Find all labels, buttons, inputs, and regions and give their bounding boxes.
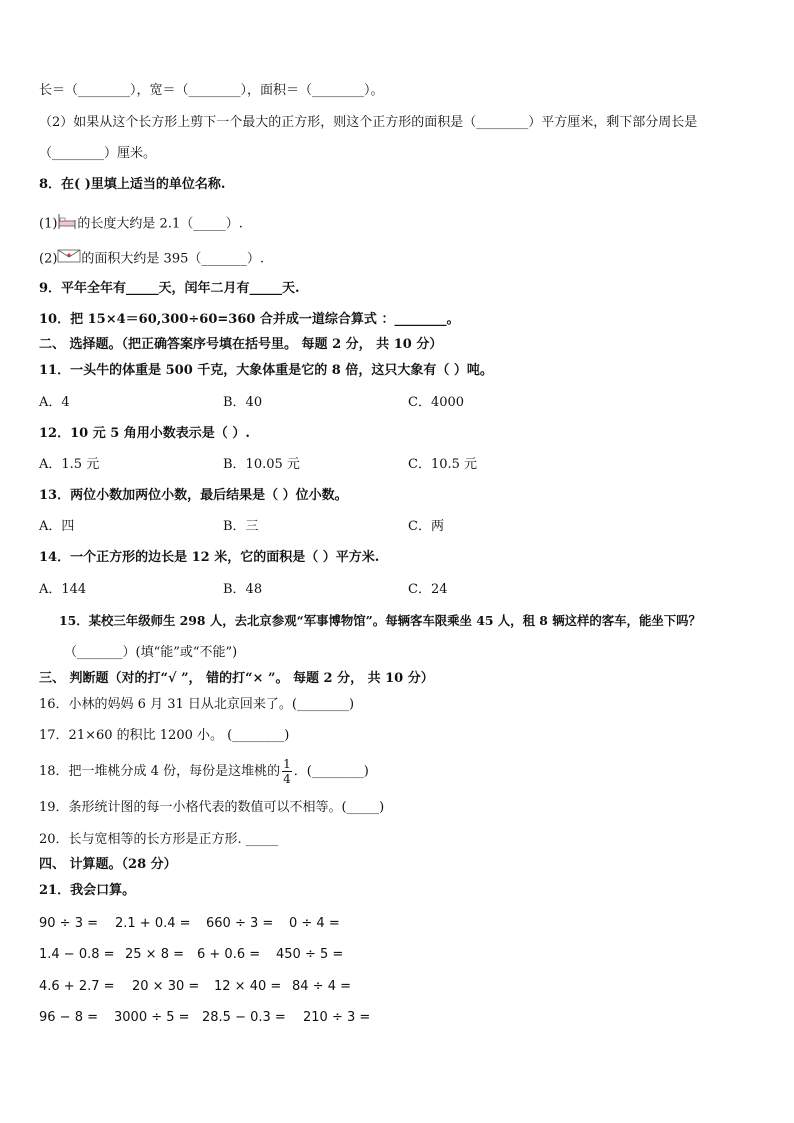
q8-sub1-prefix: (1) [39,216,58,232]
q15-line1: 15．某校三年级师生 298 人，去北京参观“军事博物馆”。每辆客车限乘坐 45 人，租 8 辆这样的客车，能坐下吗？ [59,613,701,628]
q21: 21．我会口算。 [39,883,136,898]
q12: 12．10 元 5 角用小数表示是（ ）. [39,426,250,441]
section-3-heading: 三、 判断题（对的打“√ ”， 错的打“× ”。 每题 2 分， 共 10 分） [39,671,434,686]
calc-r2-c3: 6 + 0.6 = [197,947,261,962]
q19: 19．条形统计图的每一小格代表的数值可以不相等。(_____) [39,800,385,815]
q18-fraction [282,757,292,786]
q18-text: 18．把一堆桃分成 4 份，每份是这堆桃的 [39,764,281,779]
calc-r2-c2: 25 × 8 = [125,947,184,962]
calc-r4-c1: 96 − 8 = [39,1010,98,1025]
q14-option-b: B．48 [223,582,263,597]
q11: 11．一头牛的体重是 500 千克，大象体重是它的 8 倍，这只大象有（ ）吨。 [39,363,493,378]
calc-r2-c4: 450 ÷ 5 = [276,947,344,962]
q13-option-c: C．两 [408,519,444,534]
q13-option-a: A．四 [39,519,75,534]
q18 [39,757,369,787]
q14: 14．一个正方形的边长是 12 米，它的面积是（ ）平方米. [39,550,380,565]
q20: 20．长与宽相等的长方形是正方形. _____ [39,832,279,847]
calc-r1-c1: 90 ÷ 3 = [39,916,98,931]
q9: 9．平年全年有_____天，闰年二月有_____天. [39,281,300,296]
q8-sub2 [39,248,264,270]
q8-sub1 [39,212,243,236]
calc-r3-c2: 20 × 30 = [132,979,200,994]
q13: 13．两位小数加两位小数，最后结果是（ ）位小数。 [39,488,348,503]
q10: 10．把 15×4＝60,300÷60=360 合并成一道综合算式 ：________。 [39,312,460,327]
q7-line3: （________）厘米。 [39,146,157,161]
q11-option-b: B．40 [223,395,263,410]
q14-option-a: A．144 [39,582,87,597]
q8-title: 8．在( )里填上适当的单位名称. [39,177,226,192]
envelope-icon [57,248,81,270]
q11-option-c: C．4000 [408,395,465,410]
calc-r4-c3: 28.5 − 0.3 = [202,1010,286,1025]
calc-r2-c1: 1.4 − 0.8 = [39,947,115,962]
calc-r4-c2: 3000 ÷ 5 = [114,1010,190,1025]
section-4-heading: 四、 计算题。（28 分） [39,857,177,872]
calc-r3-c4: 84 ÷ 4 = [292,979,351,994]
fraction-numerator: 1 [283,757,291,771]
q8-sub2-prefix: (2) [39,251,58,267]
q8-sub2-text: 的面积大约是 395（_______）. [81,251,264,267]
q14-option-c: C．24 [408,582,448,597]
q12-option-b: B．10.05 元 [223,457,300,472]
q15-line2: （_______）(填“能”或“不能”) [64,645,238,660]
calc-r3-c1: 4.6 + 2.7 = [39,979,115,994]
calc-r4-c4: 210 ÷ 3 = [303,1010,371,1025]
calc-r1-c4: 0 ÷ 4 = [289,916,340,931]
calc-r1-c3: 660 ÷ 3 = [206,916,274,931]
bed-icon [57,212,77,236]
q12-option-a: A．1.5 元 [39,457,100,472]
calc-r3-c3: 12 × 40 = [214,979,282,994]
q7-line1: 长＝（________），宽＝（________），面积＝（________）。 [39,83,384,98]
q18-tail: ．(________) [293,764,369,779]
fraction-denominator: 4 [283,772,291,786]
q16: 16．小林的妈妈 6 月 31 日从北京回来了。(________) [39,697,355,712]
calc-r1-c2: 2.1 + 0.4 = [115,916,191,931]
q17: 17．21×60 的积比 1200 小。 (________) [39,728,290,743]
q13-option-b: B．三 [223,519,259,534]
q12-option-c: C．10.5 元 [408,457,478,472]
q8-sub1-text: 的长度大约是 2.1（_____）. [77,216,243,232]
section-2-heading: 二、 选择题。（把正确答案序号填在括号里。 每题 2 分， 共 10 分） [39,337,443,352]
q11-option-a: A．4 [39,395,70,410]
q7-line2: （2）如果从这个长方形上剪下一个最大的正方形，则这个正方形的面积是（________）平方厘米，剩下部分周长是 [39,115,698,130]
